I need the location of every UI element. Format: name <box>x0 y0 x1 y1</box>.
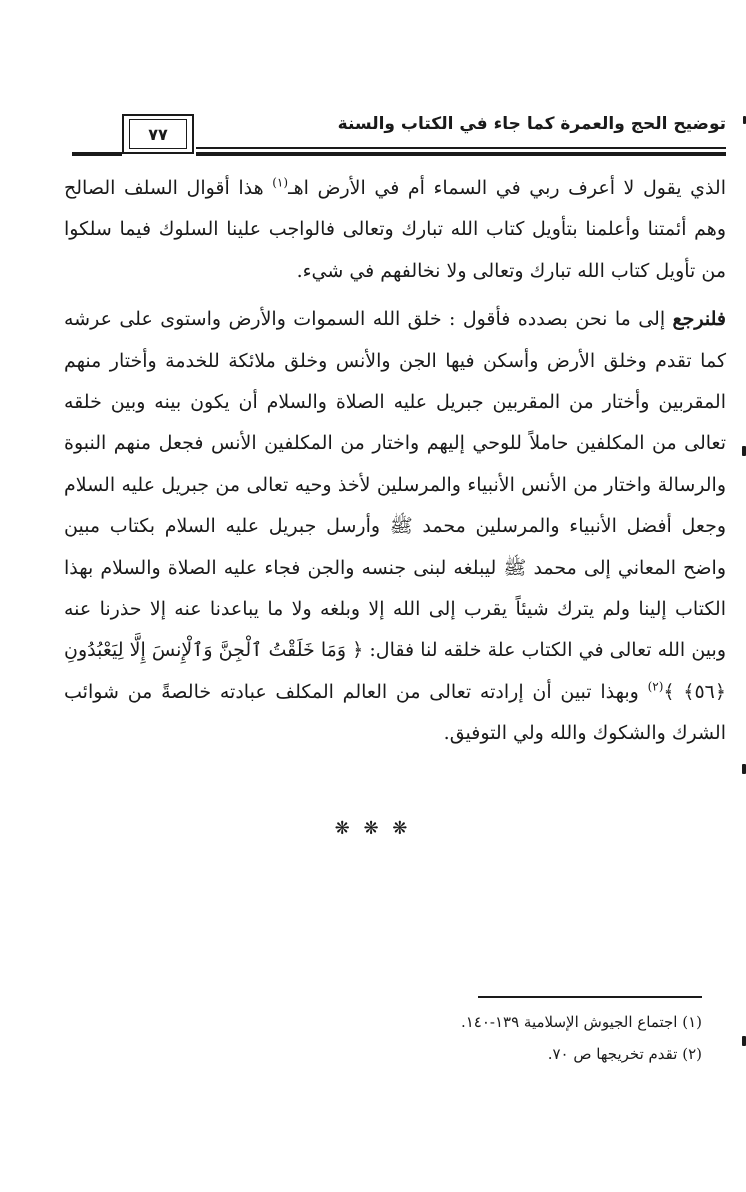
header-rule-left <box>72 152 122 156</box>
paragraph-1-text-b: هذا أقوال السلف الصالح وهم أئمتنا وأعلمنا بتأويل كتاب الله تبارك وتعالى فالواجب علينا السلوك فيما سلكوا من تأويل كتاب الله تبارك وتعالى ولا نخالفهم في شيء. <box>64 177 726 282</box>
page-number: ٧٧ <box>129 119 187 149</box>
page-number-box <box>122 114 194 154</box>
main-text <box>64 168 726 755</box>
footnote-rule <box>478 996 702 998</box>
edge-mark-lower <box>742 764 746 774</box>
paragraph-2-lead-word: فلنرجع <box>672 308 726 331</box>
paragraph-2-text-a: إلى ما نحن بصدده فأقول : خلق الله السموات والأرض واستوى على عرشه كما تقدم وخلق الأرض وأسكن فيها الجن والأنس وخلق ملائكة للخدمة وأختار منهم المقربين وأختار من المقربين جبريل عليه الصلاة والسلام أن يكون بينه وبين خلقه تعالى من المكلفين حاملاً للوحي إليهم واختار من المكلفين الأنس فجعل منهم النبوة والرسالة واختار من الأنس الأنبياء والمرسلين لأخذ وحيه تعالى من جبريل عليه السلام وجعل أفضل الأنبياء والمرسلين محمد ﷺ وأرسل جبريل عليه السلام بكتاب مبين واضح المعاني إلى محمد ﷺ ليبلغه لبنى جنسه والجن فجاء عليه الصلاة والسلام بهذا الكتاب إلينا ولم يترك شيئاً يقرب إلى الله إلا وبلغه ولا ما يباعدنا عنه إلا حذرنا عنه وبين الله تعالى في الكتاب علة خلقه لنا فقال: <box>64 308 726 662</box>
edge-mark-middle <box>742 446 746 456</box>
running-header <box>72 112 726 156</box>
footnote-ref-1: (١) <box>272 175 289 190</box>
edge-mark-bottom <box>742 1036 746 1046</box>
running-header-title: توضيح الحج والعمرة كما جاء في الكتاب والسنة <box>337 114 726 134</box>
paragraph-1-text-a: الذي يقول لا أعرف ربي في السماء أم في الأرض اهـ <box>288 177 726 199</box>
quran-verse: ﴿ وَمَا خَلَقْتُ ٱلْجِنَّ وَٱلْإِنسَ إِلَّا لِيَعْبُدُونِ ﴿٥٦﴾ ﴾ <box>64 639 726 703</box>
footnote-1: (١) اجتماع الجيوش الإسلامية ١٣٩-١٤٠. <box>460 1013 702 1031</box>
footnote-ref-2: (٢) <box>647 679 664 694</box>
header-rule-thin <box>196 147 726 149</box>
paragraph-1 <box>64 168 726 292</box>
footnotes <box>102 1006 702 1070</box>
paragraph-2-text-b: وبهذا تبين أن إرادته تعالى من العالم المكلف عبادته خالصةً من شوائب الشرك والشكوك والله ولي التوفيق. <box>64 680 726 745</box>
header-rule-thick <box>196 152 726 156</box>
section-separator: ❋ ❋ ❋ <box>334 818 412 839</box>
paragraph-2 <box>64 299 726 754</box>
footnote-2: (٢) تقدم تخريجها ص ٧٠. <box>547 1045 702 1063</box>
